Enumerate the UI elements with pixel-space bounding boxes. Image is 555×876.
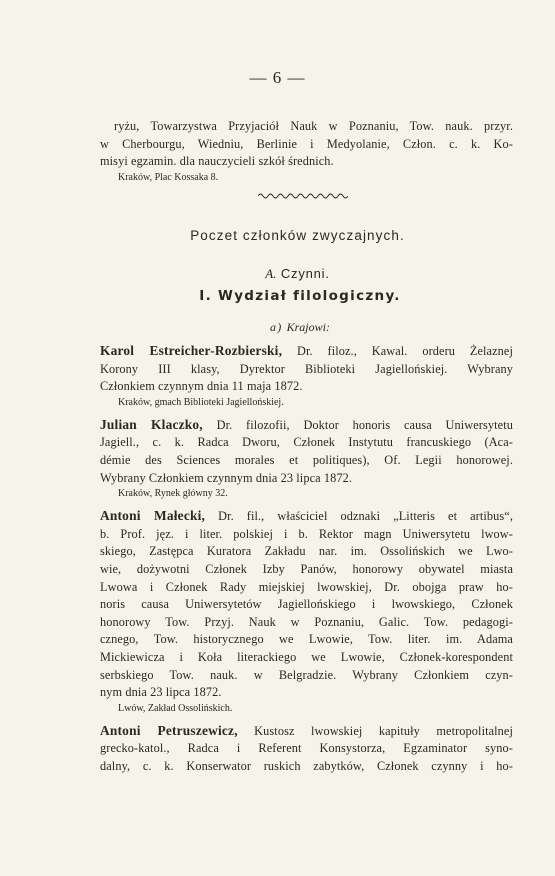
- member-line: Kustosz lwowskiej kapituły metropolitalnej: [237, 723, 513, 738]
- member-line: Dr. filoz., Kawal. orderu Żelaznej: [282, 344, 513, 358]
- krajowi-letter: a): [270, 320, 283, 334]
- intro-line: ryżu, Towarzystwa Przyjaciół Nauk w Poznaniu, Tow. nauk. przyr.: [114, 119, 513, 133]
- member-line: skiego, Zastępca Kuratora Zakładu nar. im. Ossolińskich we Lwo-: [100, 544, 513, 559]
- member-line: démie des Sciences morales et politiques), Of. Legii honorowej.: [100, 452, 513, 467]
- member-first-line: [100, 722, 513, 741]
- intro-line: w Cherbourgu, Wiedniu, Berlinie i Medyolanie, Człon. c. k. Ko-: [100, 136, 513, 151]
- member-name: Antoni Małecki,: [100, 508, 206, 524]
- member-entry: [100, 507, 513, 716]
- member-line: grecko-katol., Radca i Referent Konsystorza, Egzaminator syno-: [100, 741, 513, 756]
- member-address: Kraków, Rynek główny 32.: [118, 488, 228, 500]
- member-first-line: [100, 416, 513, 435]
- member-line: dalny, c. k. Konserwator ruskich zabytków, Członek czynny i ho-: [100, 758, 513, 773]
- member-line: Dr. fil., właściciel odznaki „Litteris et artibus“,: [205, 509, 513, 524]
- member-line: Jagiell., c. k. Radca Dworu, Członek Instytutu francuskiego (Aca-: [100, 435, 513, 450]
- czynni-letter: A.: [265, 266, 277, 281]
- member-line: Wybrany Członkiem czynnym dnia 23 lipca 1872.: [100, 470, 353, 485]
- member-first-line: [100, 342, 513, 361]
- member-first-line: [100, 507, 513, 526]
- member-name: Karol Estreicher-Rozbierski,: [100, 343, 283, 358]
- subsection-heading-krajowi: [0, 320, 555, 335]
- member-address: Lwów, Zakład Ossolińskich.: [118, 702, 233, 714]
- intro-address: Kraków, Plac Kossaka 8.: [118, 171, 219, 183]
- member-line: Lwowa i Członek Rady miejskiej lwowskiej, Dr. obojga praw ho-: [100, 579, 513, 594]
- member-address: Kraków, gmach Biblioteki Jagiellońskiej.: [118, 396, 284, 408]
- member-list: [100, 342, 513, 775]
- section-heading-czynni: [0, 266, 555, 282]
- section-heading-poczet: Poczet członków zwyczajnych.: [190, 228, 405, 243]
- section-heading-wydzial: I. Wydział filologiczny.: [199, 288, 401, 304]
- czynni-label: Czynni.: [280, 266, 330, 281]
- member-line: Członkiem czynnym dnia 11 maja 1872.: [100, 379, 303, 394]
- member-line: wie, dożywotni Członek Izby Panów, honorowy obywatel miasta: [100, 561, 513, 576]
- member-line: serbskiego Tow. nauk. w Belgradzie. Wybrany Członkiem czyn-: [100, 667, 513, 682]
- page-number: — 6 —: [249, 68, 306, 87]
- member-entry: [100, 342, 513, 410]
- member-line: cznego, Tow. historycznego we Lwowie, Tow. liter. im. Adama: [100, 632, 513, 647]
- krajowi-label: Krajowi:: [286, 320, 330, 334]
- member-line: Dr. filozofii, Doktor honoris causa Uniwersytetu: [202, 417, 513, 432]
- member-entry: [100, 722, 513, 776]
- member-line: Mickiewicza i Koła literackiego we Lwowie, Członek-korespondent: [100, 649, 513, 664]
- member-line: b. Prof. jęz. i liter. polskiej i b. Rektor magn Uniwersytetu lwow-: [100, 526, 513, 541]
- member-entry: [100, 416, 513, 501]
- member-line: honorowy Tow. Przyj. Nauk w Poznaniu, Galic. Tow. pedagogi-: [100, 614, 513, 629]
- intro-line: misyi egzamin. dla nauczycieli szkół średnich.: [100, 154, 334, 169]
- intro-paragraph: [100, 118, 513, 191]
- wavy-divider-ornament: [258, 192, 348, 200]
- member-line: Korony III klasy, Dyrektor Biblioteki Jagiellońskiej. Wybrany: [100, 361, 513, 376]
- member-name: Antoni Petruszewicz,: [100, 722, 238, 738]
- member-line: nym dnia 23 lipca 1872.: [100, 685, 222, 700]
- member-line: noris causa Uniwersytetów Jagiellońskiego i lwowskiego, Członek: [100, 597, 513, 612]
- member-name: Julian Klaczko,: [100, 416, 203, 432]
